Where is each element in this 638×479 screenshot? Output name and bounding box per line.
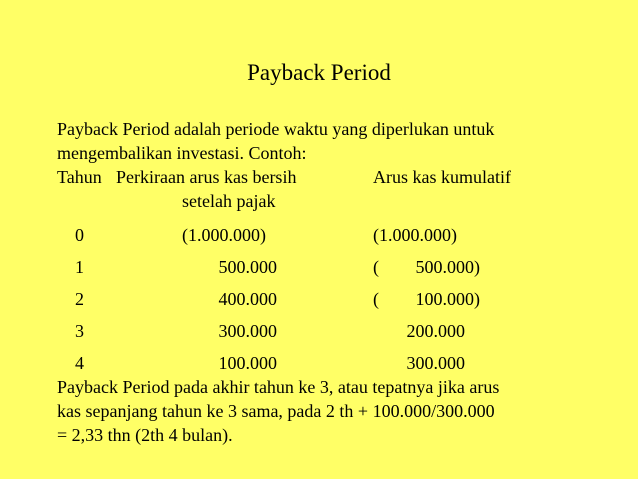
row-cumulative: 500.000 [415, 257, 474, 277]
intro-line-1: Payback Period adalah periode waktu yang diperlukan untuk [57, 119, 495, 139]
row-year: 0 [75, 225, 84, 245]
row-cumulative: 100.000 [415, 289, 474, 309]
row-cumulative: 200.000 [406, 321, 465, 341]
table-row [57, 287, 617, 319]
row-net-cashflow: 100.000 [218, 353, 277, 373]
conclusion-line-2: kas sepanjang tahun ke 3 sama, pada 2 th + 100.000/300.000 [57, 401, 495, 421]
row-cumulative-open-paren: ( [373, 289, 379, 309]
intro-paragraph [57, 117, 617, 165]
row-year: 4 [75, 353, 84, 373]
slide-title: Payback Period [247, 60, 391, 85]
row-cumulative-close-paren: ) [474, 257, 480, 277]
header-year: Tahun [57, 167, 102, 187]
row-cumulative: 300.000 [406, 353, 465, 373]
row-year: 1 [75, 257, 84, 277]
conclusion-line-1: Payback Period pada akhir tahun ke 3, atau tepatnya jika arus [57, 377, 500, 397]
row-year: 2 [75, 289, 84, 309]
header-net-cashflow-subtitle: setelah pajak [182, 191, 276, 211]
row-cumulative-close-paren: ) [474, 289, 480, 309]
row-year: 3 [75, 321, 84, 341]
row-net-cashflow: 300.000 [218, 321, 277, 341]
conclusion-line-3: = 2,33 thn (2th 4 bulan). [57, 425, 233, 445]
row-net-cashflow: (1.000.000) [182, 225, 266, 245]
row-cumulative-open-paren: ( [373, 257, 379, 277]
row-net-cashflow: 400.000 [218, 289, 277, 309]
row-cumulative: (1.000.000) [373, 225, 457, 245]
conclusion-paragraph [57, 375, 617, 447]
header-cumulative: Arus kas kumulatif [373, 167, 511, 187]
row-net-cashflow: 500.000 [218, 257, 277, 277]
table-row [57, 319, 617, 351]
table-row [57, 255, 617, 287]
header-net-cashflow: Perkiraan arus kas bersih [116, 167, 297, 187]
table-row [57, 223, 617, 255]
intro-line-2: mengembalikan investasi. Contoh: [57, 143, 307, 163]
